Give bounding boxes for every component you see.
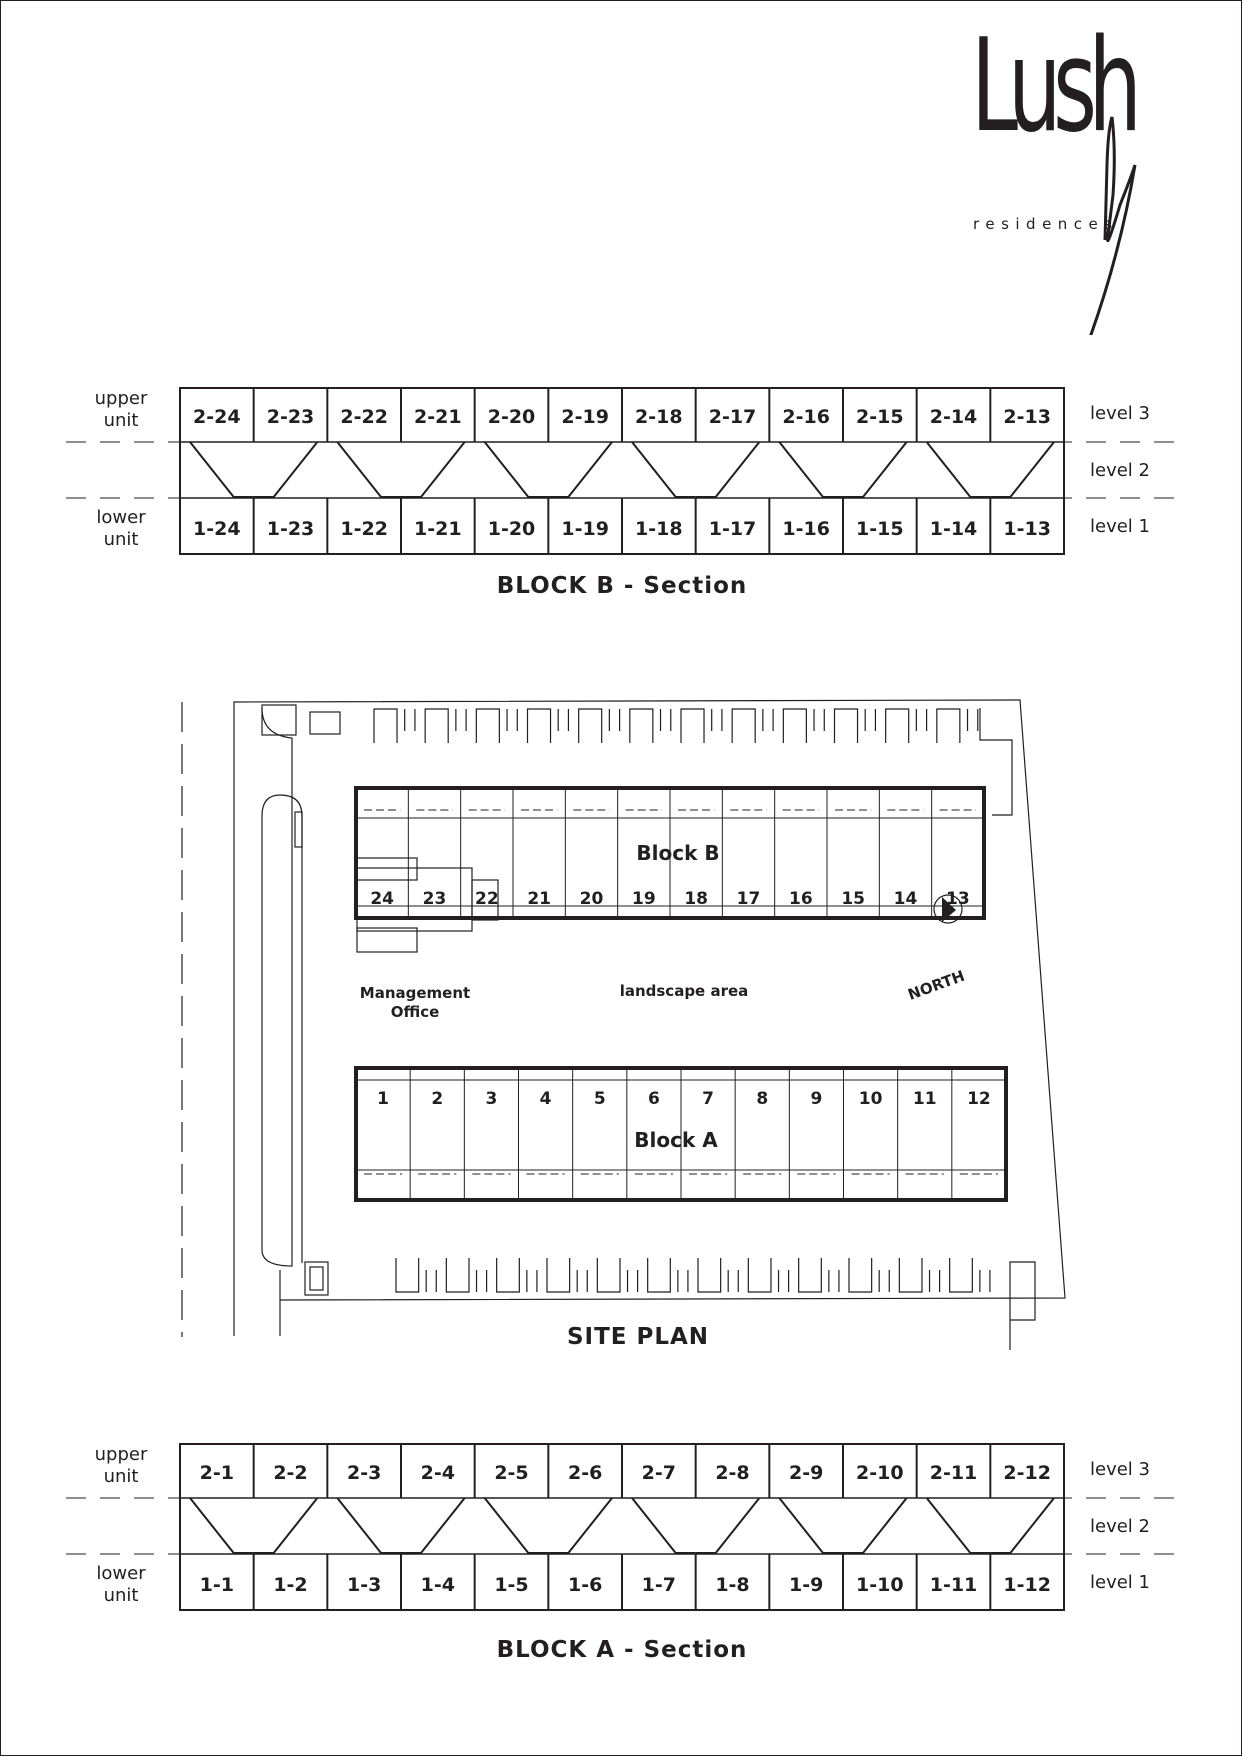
stair-line [337,1498,401,1553]
level-3-label: level 3 [1090,403,1150,424]
block-b-plan [356,788,984,918]
upper-unit-cell: 2-2 [273,1462,308,1484]
upper-unit-line2: unit [103,1466,139,1487]
upper-unit-cell: 2-8 [715,1462,750,1484]
stair-line [632,442,696,497]
stair-line [548,1498,612,1553]
lower-unit-cell: 1-7 [641,1574,676,1596]
stair-line [843,442,907,497]
lower-unit-cell: 1-3 [347,1574,382,1596]
lower-unit-cell: 1-5 [494,1574,529,1596]
unit-number: 6 [647,1089,660,1109]
stair-line [401,442,465,497]
stair-line [254,1498,318,1553]
stair-line [337,442,401,497]
lower-unit-label [96,507,146,550]
lower-unit-line1: lower [96,1563,146,1584]
upper-unit-cell: 2-21 [414,406,462,428]
unit-number: 10 [858,1089,883,1109]
lower-unit-cell: 1-8 [715,1574,750,1596]
level-1-label: level 1 [1090,516,1150,537]
stair-line [990,1498,1054,1553]
unit-number: 3 [485,1089,498,1109]
upper-unit-line1: upper [94,1444,148,1465]
unit-number: 4 [539,1089,552,1109]
unit-number: 9 [810,1089,823,1109]
parking-top-row [374,709,978,743]
upper-unit-cell: 2-20 [487,406,536,428]
unit-number: 13 [945,889,970,909]
unit-number: 8 [756,1089,769,1109]
upper-unit-cell: 2-17 [708,406,757,428]
upper-unit-cell: 2-22 [340,406,388,428]
lower-unit-cell: 1-21 [414,518,462,540]
upper-unit-line1: upper [94,388,148,409]
guard-house-top [262,705,296,735]
unit-number: 24 [370,889,395,909]
unit-number: 17 [736,889,761,909]
stair-line [927,1498,991,1553]
lower-unit-cell: 1-16 [782,518,830,540]
unit-number: 22 [474,889,499,909]
stair-line [927,442,991,497]
unit-number: 21 [527,889,552,909]
lower-unit-cell: 1-11 [929,1574,978,1596]
block-b-section-diagram [0,370,1242,610]
lower-unit-cell: 1-19 [561,518,609,540]
unit-number: 23 [422,889,447,909]
stair-line [190,442,254,497]
stair-line [548,442,612,497]
block-a-section-caption: BLOCK A - Section [496,1637,748,1663]
upper-unit-cell: 2-9 [789,1462,824,1484]
upper-unit-cell: 2-24 [193,406,241,428]
stair-line [843,1498,907,1553]
block-a-plan [356,1068,1006,1200]
unit-number: 18 [684,889,709,909]
level-3-label: level 3 [1090,1459,1150,1480]
level-1-label: level 1 [1090,1572,1150,1593]
upper-unit-cell: 2-10 [856,1462,904,1484]
stair-line [696,1498,760,1553]
upper-unit-cell: 2-16 [782,406,830,428]
lower-unit-line2: unit [103,529,139,550]
unit-number: 12 [967,1089,991,1109]
stair-line [254,442,318,497]
upper-unit-cell: 2-12 [1003,1462,1051,1484]
north-label: NORTH [905,966,968,1004]
site-plan-caption: SITE PLAN [566,1324,710,1350]
logo-swash [960,55,1160,335]
upper-unit-cell: 2-14 [929,406,978,428]
upper-unit-cell: 2-13 [1003,406,1051,428]
unit-number: 19 [631,889,656,909]
lower-unit-cell: 1-1 [199,1574,234,1596]
unit-number: 7 [702,1089,715,1109]
level-2-label: level 2 [1090,1516,1150,1537]
lush-residences-logo [960,12,1160,335]
unit-number: 16 [788,889,813,909]
lower-unit-line2: unit [103,1585,139,1606]
upper-unit-cell: 2-6 [568,1462,603,1484]
lower-unit-label [96,1563,146,1606]
site-plan-diagram [0,690,1242,1350]
block-b-section-caption: BLOCK B - Section [496,573,748,599]
upper-unit-cell: 2-5 [494,1462,529,1484]
lower-unit-cell: 1-22 [340,518,388,540]
lower-unit-cell: 1-20 [487,518,536,540]
stair-line [190,1498,254,1553]
lower-unit-cell: 1-17 [708,518,757,540]
unit-number: 14 [893,889,918,909]
lower-unit-cell: 1-4 [420,1574,455,1596]
stair-line [779,1498,843,1553]
stair-line [632,1498,696,1553]
upper-unit-cell: 2-3 [347,1462,382,1484]
unit-number: 20 [579,889,604,909]
stair-line [779,442,843,497]
upper-unit-label [95,1444,148,1487]
block-b-label: Block B [636,841,720,865]
stair-line [485,442,549,497]
block-a-label: Block A [634,1128,718,1152]
upper-unit-cell: 2-7 [641,1462,676,1484]
lower-unit-line1: lower [96,507,146,528]
lower-unit-cell: 1-24 [193,518,241,540]
stair-line [696,442,760,497]
upper-unit-cell: 2-15 [856,406,904,428]
upper-unit-cell: 2-4 [420,1462,455,1484]
lower-unit-cell: 1-23 [266,518,315,540]
logo-subtitle: residences [973,215,1119,233]
stair-line [485,1498,549,1553]
driveway [262,708,302,1266]
upper-unit-cell: 2-11 [929,1462,978,1484]
upper-unit-line2: unit [103,410,139,431]
lower-unit-cell: 1-14 [929,518,978,540]
upper-unit-cell: 2-19 [561,406,609,428]
logo-wordmark: Lush [971,12,1134,161]
lower-unit-cell: 1-18 [635,518,683,540]
landscape-area-label: landscape area [619,982,749,1000]
site-boundary [234,700,1065,1336]
lower-unit-cell: 1-2 [273,1574,308,1596]
stair-line [990,442,1054,497]
lower-unit-cell: 1-12 [1003,1574,1051,1596]
unit-number: 15 [841,889,866,909]
unit-number: 1 [377,1089,390,1109]
stair-line [401,1498,465,1553]
parking-bottom-row [396,1258,990,1292]
unit-number: 5 [593,1089,606,1109]
lower-unit-cell: 1-6 [568,1574,603,1596]
upper-unit-label [95,388,148,431]
management-office-line1: Management [359,984,471,1002]
lower-unit-cell: 1-10 [856,1574,904,1596]
lower-unit-cell: 1-15 [856,518,904,540]
lower-unit-cell: 1-13 [1003,518,1051,540]
upper-unit-cell: 2-18 [635,406,683,428]
unit-number: 2 [431,1089,444,1109]
upper-unit-cell: 2-23 [266,406,315,428]
upper-unit-cell: 2-1 [199,1462,234,1484]
management-office-line2: Office [390,1003,440,1021]
unit-number: 11 [912,1089,937,1109]
level-2-label: level 2 [1090,460,1150,481]
lower-unit-cell: 1-9 [789,1574,824,1596]
block-a-section-diagram [0,1426,1242,1666]
